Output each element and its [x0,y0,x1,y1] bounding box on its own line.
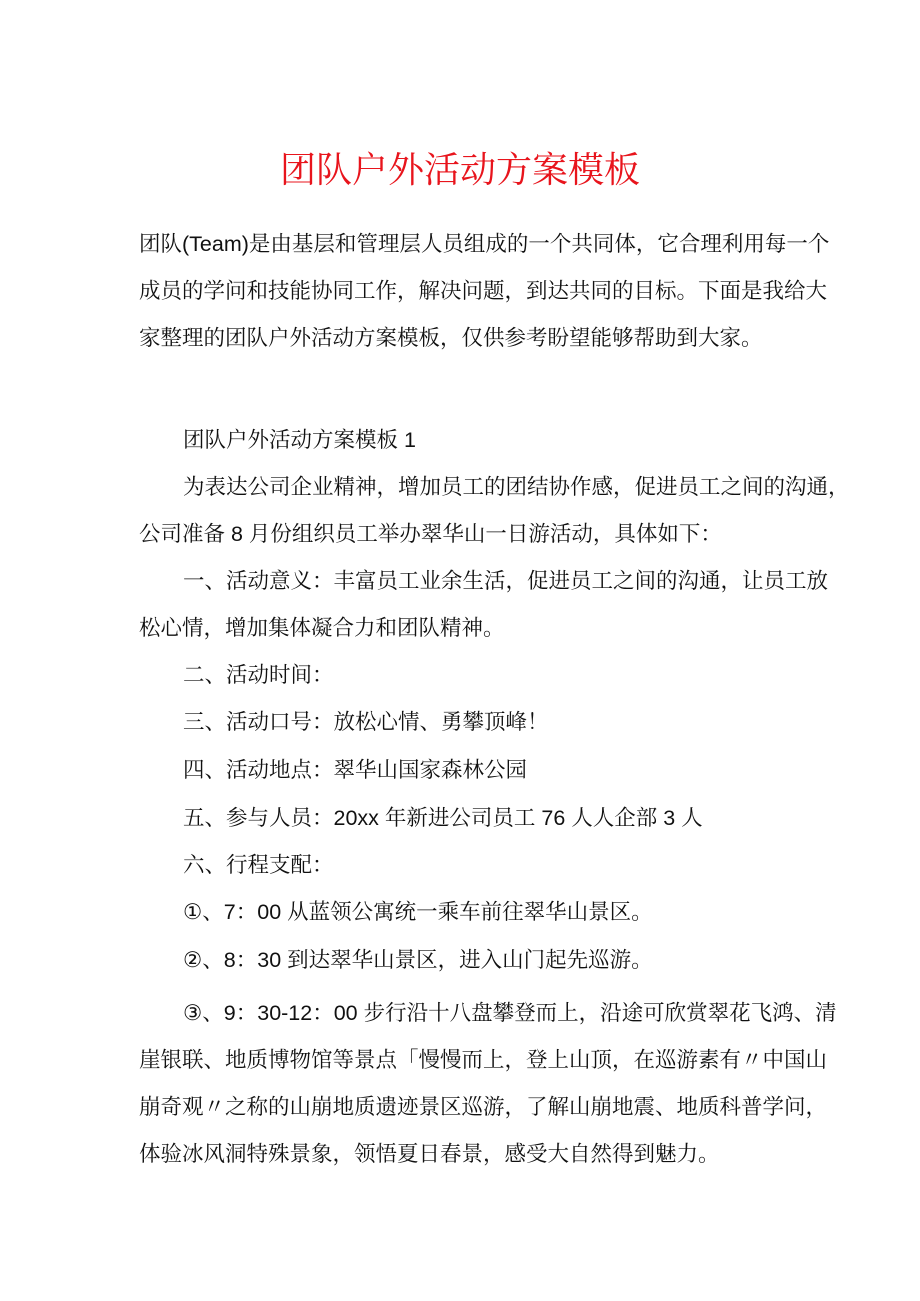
intro-line: 团队(Team)是由基层和管理层人员组成的一个共同体，它合理利用每一个 [139,232,830,256]
body-line: 松心情，增加集体凝合力和团队精神。 [139,616,505,640]
intro-line: 家整理的团队户外活动方案模板，仅供参考盼望能够帮助到大家。 [139,326,763,350]
body-line: ②、8：30 到达翠华山景区，进入山门起先巡游。 [183,948,653,972]
body-line: 四、活动地点：翠华山国家森林公园 [183,758,528,782]
body-line: 体验冰风洞特殊景象，领悟夏日春景，感受大自然得到魅力。 [139,1142,720,1166]
body-line: 六、行程支配： [183,853,334,877]
body-line: 五、参与人员：20xx 年新进公司员工 76 人人企部 3 人 [183,806,703,830]
body-line: ①、7：00 从蓝领公寓统一乘车前往翠华山景区。 [183,900,653,924]
body-line: 崩奇观〃之称的山崩地质遗迹景区巡游，了解山崩地震、地质科普学问， [139,1095,828,1119]
body-line: 三、活动口号：放松心情、勇攀顶峰！ [183,710,549,734]
body-line: ③、9：30-12：00 步行沿十八盘攀登而上，沿途可欣赏翠花飞鸿、清 [183,1001,837,1025]
body-line: 崖银联、地质博物馆等景点「慢慢而上，登上山顶，在巡游素有〃中国山 [139,1048,828,1072]
document-title: 团队户外活动方案模板 [279,150,640,190]
body-line: 二、活动时间： [183,663,334,687]
body-line: 公司准备 8 月份组织员工举办翠华山一日游活动，具体如下： [139,522,722,546]
body-line: 一、活动意义：丰富员工业余生活，促进员工之间的沟通，让员工放 [183,569,829,593]
intro-line: 成员的学问和技能协同工作，解决问题，到达共同的目标。下面是我给大 [139,279,828,303]
section-title: 团队户外活动方案模板 1 [183,428,416,452]
body-line: 为表达公司企业精神，增加员工的团结协作感，促进员工之间的沟通， [183,475,850,499]
